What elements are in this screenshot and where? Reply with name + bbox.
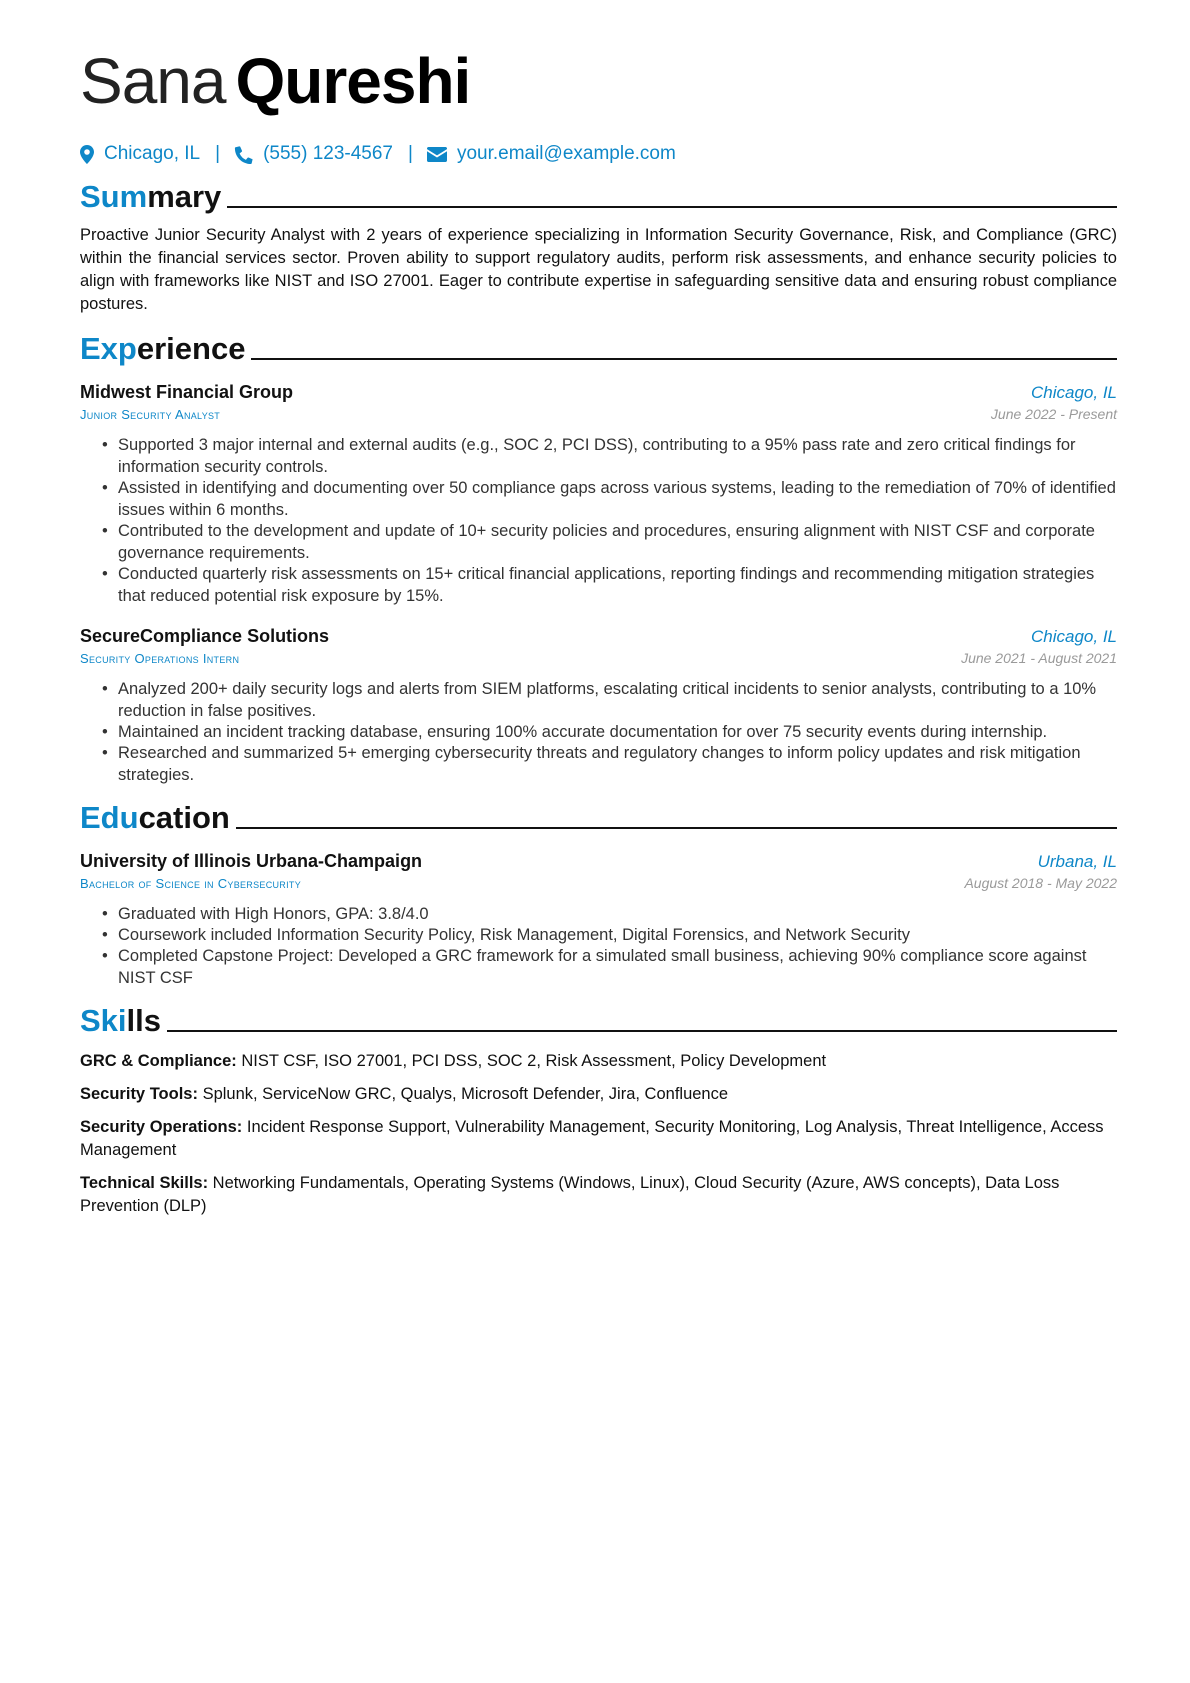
degree: Bachelor of Science in Cybersecurity xyxy=(80,876,302,891)
skills-heading xyxy=(80,1002,1117,1040)
education-list xyxy=(80,903,1117,989)
list-item: • Coursework included Information Security Policy, Risk Management, Digital Forensics, and Network Security xyxy=(118,924,1117,946)
first-name: Sana xyxy=(80,45,226,117)
education-heading xyxy=(80,799,1117,837)
section-title: Summary xyxy=(80,179,222,214)
list-item: • Maintained an incident tracking database, ensuring 100% accurate documentation for over 75 security events during internship. xyxy=(118,721,1117,743)
contact-phone[interactable] xyxy=(234,143,393,165)
achievement-list xyxy=(80,434,1117,607)
list-item: • Analyzed 200+ daily security logs and alerts from SIEM platforms, escalating critical incidents to senior analysts, contributing to a 10% reduction in false positives. xyxy=(118,678,1117,722)
skill-category: Security Tools: xyxy=(80,1085,198,1103)
section-title: Skills xyxy=(80,1003,161,1038)
summary-heading xyxy=(80,178,1117,216)
skill-category: GRC & Compliance: xyxy=(80,1052,237,1070)
phone-icon xyxy=(234,145,253,164)
skill-values: NIST CSF, ISO 27001, PCI DSS, SOC 2, Risk Assessment, Policy Development xyxy=(241,1052,827,1070)
job-dates: June 2022 - Present xyxy=(990,406,1117,422)
section-title: Education xyxy=(80,800,230,835)
list-item: • Supported 3 major internal and external audits (e.g., SOC 2, PCI DSS), contributing to a 95% pass rate and zero critical findings for information security controls. xyxy=(118,434,1117,478)
last-name: Qureshi xyxy=(235,45,471,117)
section-rule xyxy=(227,206,1117,208)
section-title: Experience xyxy=(80,331,246,366)
list-item: • Researched and summarized 5+ emerging cybersecurity threats and regulatory changes to inform policy updates and risk mitigation strategies. xyxy=(118,742,1117,786)
candidate-name xyxy=(80,44,1117,118)
achievement-list xyxy=(80,678,1117,786)
contact-separator: | xyxy=(215,143,221,164)
job-title: Security Operations Intern xyxy=(80,651,240,666)
skill-category: Technical Skills: xyxy=(80,1174,209,1192)
school-name: University of Illinois Urbana-Champaign xyxy=(80,851,423,871)
skills-list xyxy=(80,1050,1117,1218)
skill-line xyxy=(80,1172,1117,1218)
experience-entry xyxy=(80,382,1117,607)
skill-values: Splunk, ServiceNow GRC, Qualys, Microsoft Defender, Jira, Confluence xyxy=(202,1085,729,1103)
section-rule xyxy=(251,358,1117,360)
section-rule xyxy=(167,1030,1117,1032)
education-dates: August 2018 - May 2022 xyxy=(964,875,1117,891)
skill-line xyxy=(80,1083,1117,1106)
contact-separator: | xyxy=(408,143,413,164)
list-item: • Graduated with High Honors, GPA: 3.8/4.0 xyxy=(118,903,1117,925)
contact-location xyxy=(80,143,200,165)
experience-entry xyxy=(80,626,1117,786)
job-title: Junior Security Analyst xyxy=(80,407,221,422)
list-item: • Contributed to the development and update of 10+ security policies and procedures, ensuring alignment with NIST CSF and corporate governance requirements. xyxy=(118,520,1117,564)
employer-name: SecureCompliance Solutions xyxy=(80,626,330,646)
employer-name: Midwest Financial Group xyxy=(80,382,294,402)
education-entry xyxy=(80,851,1117,989)
envelope-icon xyxy=(427,147,447,162)
experience-heading xyxy=(80,330,1117,368)
skill-line xyxy=(80,1116,1117,1162)
contact-bar xyxy=(80,140,1117,168)
school-location: Urbana, IL xyxy=(1037,852,1117,871)
email-text: your.email@example.com xyxy=(456,143,676,164)
list-item: • Assisted in identifying and documenting over 50 compliance gaps across various systems, leading to the remediation of 70% of identified issues within 6 months. xyxy=(118,477,1117,521)
skill-category: Security Operations: xyxy=(80,1118,243,1136)
skill-line xyxy=(80,1050,1117,1073)
skill-values: Networking Fundamentals, Operating Systems (Windows, Linux), Cloud Security (Azure, AWS concepts), Data Loss Prevention (DLP) xyxy=(80,1174,1060,1215)
contact-email[interactable] xyxy=(427,143,676,165)
job-location: Chicago, IL xyxy=(1031,383,1117,402)
skill-values: Incident Response Support, Vulnerability Management, Security Monitoring, Log Analysis, Threat Intelligence, Access Management xyxy=(80,1118,1104,1159)
section-rule xyxy=(236,827,1117,829)
map-marker-icon xyxy=(80,145,94,164)
location-text: Chicago, IL xyxy=(104,143,201,164)
job-dates: June 2021 - August 2021 xyxy=(961,650,1117,666)
phone-text: (555) 123-4567 xyxy=(263,143,393,164)
summary-text: Proactive Junior Security Analyst with 2 years of experience specializing in Information Security Governance, Risk, and Compliance (GRC) within the financial services sector. Proven ability to support regulatory audits, perform risk assessments, and enhance security policies to align with frameworks like NIST and ISO 27001. Eager to contribute expertise in safeguarding sensitive data and ensuring robust compliance postures. xyxy=(80,226,1117,313)
job-location: Chicago, IL xyxy=(1031,627,1117,646)
list-item: • Completed Capstone Project: Developed a GRC framework for a simulated small business, achieving 90% compliance score against NIST CSF xyxy=(118,945,1117,989)
list-item: • Conducted quarterly risk assessments on 15+ critical financial applications, reporting findings and recommending mitigation strategies that reduced potential risk exposure by 15%. xyxy=(118,563,1117,607)
